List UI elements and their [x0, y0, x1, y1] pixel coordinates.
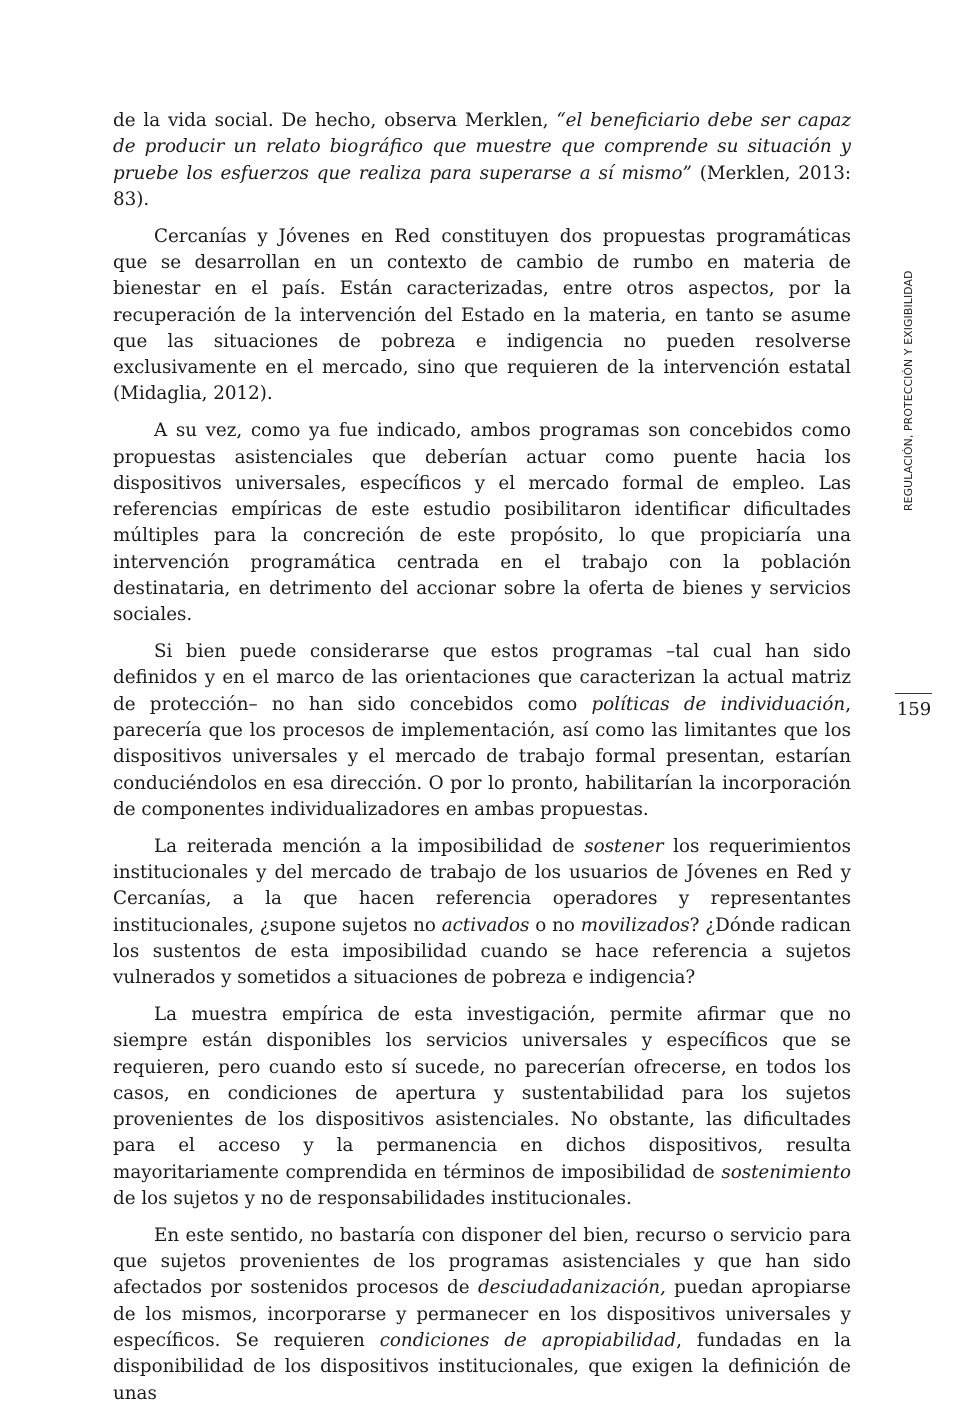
paragraph-1 — [113, 108, 851, 213]
citation: (Merklen, 2013: 83). — [113, 162, 851, 210]
emphasis-italic: sostenimiento — [721, 1161, 851, 1183]
emphasis-italic: políticas de individuación — [591, 693, 846, 715]
emphasis-italic: activados — [441, 914, 530, 936]
emphasis-italic: condiciones de apropiabilidad — [379, 1330, 677, 1352]
emphasis-italic: sostener — [584, 835, 664, 857]
paragraph-7 — [113, 1223, 851, 1407]
text-run: o no — [529, 914, 581, 936]
paragraph-5 — [113, 834, 851, 992]
text-run: La reiterada mención a la imposibilidad de — [154, 835, 585, 857]
text-run: de la vida social. De hecho, observa Merklen, — [113, 110, 557, 131]
text-run: ? ¿Dónde radican los sustentos de esta imposibilidad cuando se hace referencia a sujetos vulnerados y sometidos a situaciones de pobreza e indigencia? — [113, 914, 851, 989]
text-run: de los sujetos y no de responsabilidades institucionales. — [113, 1188, 632, 1210]
paragraph-2 — [113, 224, 851, 408]
text-run: puedan apropiarse de los mismos, incorporarse y permanecer en los dispositivos universales y específicos. Se requieren — [113, 1277, 851, 1352]
text-run: A su vez, como ya fue indicado, ambos programas son concebidos como propuestas asistenciales que deberían actuar como puente hacia los dispositivos universales, específicos y el mercado formal de empleo. Las referencias empíricas de este estudio posibilitaron identificar dificultades múltiples para la concreción de este propósito, lo que propiciaría una intervención programática centrada en el trabajo con la población destinataria, en detrimento del accionar sobre la oferta de bienes y servicios sociales. — [113, 420, 851, 626]
text-run: los requerimientos institucionales y del mercado de trabajo de los usuarios de Jóvenes en Red y Cercanías, a la que hacen referencia operadores y representantes institucionales, ¿supone sujetos no — [113, 835, 851, 936]
paragraph-4 — [113, 639, 851, 823]
text-run: En este sentido, no bastaría con disponer del bien, recurso o servicio para que sujetos provenientes de los programas asistenciales y que han sido afectados por sostenidos procesos de — [113, 1224, 851, 1299]
paragraph-3 — [113, 418, 851, 628]
paragraph-6 — [113, 1002, 851, 1212]
emphasis-italic: desciudadanización, — [477, 1277, 666, 1299]
text-run: Si bien puede considerarse que estos programas –tal cual han sido definidos y en el marco de las orientaciones que caracterizan la actual matriz de protección– no han sido concebidos como — [113, 641, 851, 715]
running-head: REGULACIÓN, PROTECCIÓN Y EXIGIBILIDAD — [902, 270, 915, 511]
text-run: La muestra empírica de esta investigación, permite afirmar que no siempre están disponibles los servicios universales y específicos que se requieren, pero cuando esto sí sucede, no parecerían ofrecerse, en todos los casos, en condiciones de apertura y sustentabilidad para los sujetos provenientes de los dispositivos asistenciales. No obstante, las dificultades para el acceso y la permanencia en dichos dispositivos, resulta mayoritariamente comprendida en términos de imposibilidad de — [113, 1004, 851, 1183]
text-run: , parecería que los procesos de implementación, así como las limitantes que los dispositivos universales y el mercado de trabajo formal presentan, estarían conduciéndolos en esa dirección. O por lo pronto, habilitarían la incorporación de componentes individualizadores en ambas propuestas. — [113, 693, 851, 820]
text-run: , fundadas en la disponibilidad de los dispositivos institucionales, que exigen la definición de unas — [113, 1330, 852, 1404]
emphasis-italic: movilizados — [580, 914, 690, 936]
text-run: Cercanías y Jóvenes en Red constituyen dos propuestas programáticas que se desarrollan en un contexto de cambio de rumbo en materia de bienestar en el país. Están caracterizadas, entre otros aspectos, por la recuperación de la intervención del Estado en la materia, en tanto se asume que las situaciones de pobreza e indigencia no pueden resolverse exclusivamente en el mercado, sino que requieren de la intervención estatal (Midaglia, 2012). — [113, 225, 851, 405]
page-number-rule — [895, 693, 932, 694]
page-number: 159 — [896, 699, 932, 720]
quote-italic: “el beneficiario debe ser capaz de producir un relato biográfico que muestre que comprende su situación y pruebe los esfuerzos que realiza para superarse a sí mismo” — [113, 110, 851, 184]
body-text — [113, 108, 851, 1417]
